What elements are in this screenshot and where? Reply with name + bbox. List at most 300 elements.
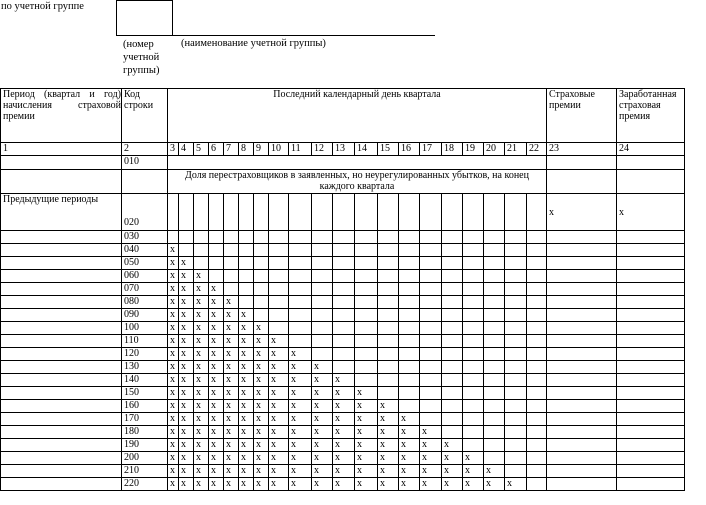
premiums-cell	[547, 465, 617, 478]
data-cell: x	[209, 361, 224, 374]
data-cell: x	[224, 309, 239, 322]
code-header: Код строки	[122, 89, 168, 143]
data-cell	[289, 296, 312, 309]
period-cell	[1, 296, 122, 309]
earned-cell	[617, 283, 685, 296]
data-cell: x	[209, 452, 224, 465]
data-cell	[527, 387, 547, 400]
data-cell	[420, 283, 442, 296]
data-cell: x	[254, 361, 269, 374]
data-cell: x	[194, 387, 209, 400]
data-cell	[527, 244, 547, 257]
data-cell	[505, 231, 527, 244]
data-cell	[527, 400, 547, 413]
period-cell	[1, 478, 122, 491]
data-cell	[239, 231, 254, 244]
data-cell	[484, 335, 505, 348]
data-cell	[442, 322, 463, 335]
data-cell: x	[289, 413, 312, 426]
data-cell: x	[168, 478, 179, 491]
data-cell: x	[168, 465, 179, 478]
data-cell: x	[312, 452, 333, 465]
data-cell	[442, 335, 463, 348]
data-cell: x	[239, 348, 254, 361]
data-cell: x	[224, 361, 239, 374]
data-cell: x	[484, 465, 505, 478]
data-cell	[505, 194, 527, 231]
data-cell	[484, 348, 505, 361]
data-cell	[224, 231, 239, 244]
data-cell	[269, 322, 289, 335]
data-cell: x	[399, 478, 420, 491]
data-cell	[527, 296, 547, 309]
data-cell	[527, 270, 547, 283]
data-cell: x	[209, 387, 224, 400]
data-cell: x	[224, 426, 239, 439]
data-cell: x	[194, 283, 209, 296]
data-cell	[505, 400, 527, 413]
data-cell	[399, 322, 420, 335]
section-title-row	[1, 170, 685, 194]
data-cell: x	[463, 478, 484, 491]
group-name-line[interactable]	[173, 35, 435, 36]
data-cell	[312, 296, 333, 309]
section-title: Доля перестраховщиков в заявленных, но неурегулированных убытков, на конец каждого квартала	[168, 170, 547, 194]
data-cell	[442, 361, 463, 374]
data-cell	[484, 361, 505, 374]
data-cell	[312, 257, 333, 270]
data-cell: x	[168, 413, 179, 426]
data-cell	[179, 244, 194, 257]
period-cell	[1, 309, 122, 322]
data-cell: x	[378, 426, 399, 439]
row-code: 040	[122, 244, 168, 257]
data-cell	[420, 270, 442, 283]
data-cell: x	[224, 335, 239, 348]
data-cell	[194, 244, 209, 257]
column-number: 10	[269, 143, 289, 156]
data-cell	[378, 194, 399, 231]
data-cell	[333, 244, 355, 257]
data-cell: x	[194, 439, 209, 452]
row-code: 190	[122, 439, 168, 452]
data-cell: x	[239, 374, 254, 387]
data-cell: x	[378, 452, 399, 465]
data-cell: x	[209, 439, 224, 452]
premiums-cell	[547, 156, 617, 170]
data-cell	[463, 361, 484, 374]
data-cell	[254, 270, 269, 283]
data-cell: x	[239, 426, 254, 439]
data-cell: x	[312, 465, 333, 478]
data-cell	[399, 348, 420, 361]
data-cell	[484, 270, 505, 283]
data-cell: x	[289, 374, 312, 387]
data-cell	[289, 322, 312, 335]
period-cell	[1, 413, 122, 426]
data-cell: x	[254, 465, 269, 478]
data-cell	[168, 194, 179, 231]
data-cell	[312, 283, 333, 296]
data-cell: x	[194, 478, 209, 491]
data-cell	[355, 270, 378, 283]
data-cell	[355, 194, 378, 231]
data-cell	[355, 361, 378, 374]
data-cell: x	[194, 413, 209, 426]
premiums-cell	[547, 387, 617, 400]
data-cell: x	[224, 387, 239, 400]
earned-cell	[617, 452, 685, 465]
data-cell	[505, 296, 527, 309]
earned-cell	[617, 156, 685, 170]
data-cell: x	[209, 335, 224, 348]
data-cell: x	[355, 452, 378, 465]
data-cell: x	[333, 374, 355, 387]
premiums-cell	[547, 170, 617, 194]
data-cell	[484, 374, 505, 387]
period-cell	[1, 170, 122, 194]
data-cell: x	[209, 309, 224, 322]
data-cell: x	[355, 400, 378, 413]
earned-cell	[617, 465, 685, 478]
data-cell: x	[254, 374, 269, 387]
row-code: 180	[122, 426, 168, 439]
column-number: 4	[179, 143, 194, 156]
table-row	[1, 374, 685, 387]
earned-cell	[617, 335, 685, 348]
data-cell: x	[168, 452, 179, 465]
data-cell	[378, 257, 399, 270]
data-cell: x	[194, 426, 209, 439]
column-number: 23	[547, 143, 617, 156]
table-row	[1, 156, 685, 170]
data-cell	[224, 270, 239, 283]
data-cell	[333, 361, 355, 374]
data-cell	[420, 296, 442, 309]
earned-cell	[617, 361, 685, 374]
data-cell: x	[179, 400, 194, 413]
data-cell: x	[442, 478, 463, 491]
data-cell: x	[269, 413, 289, 426]
earned-cell	[617, 244, 685, 257]
data-cell: x	[209, 413, 224, 426]
data-cell: x	[289, 452, 312, 465]
data-cell	[399, 400, 420, 413]
data-cell: x	[239, 335, 254, 348]
data-cell	[312, 231, 333, 244]
data-cell	[505, 257, 527, 270]
period-cell	[1, 361, 122, 374]
row-code: 140	[122, 374, 168, 387]
data-cell	[463, 194, 484, 231]
data-cell	[505, 283, 527, 296]
table-row	[1, 387, 685, 400]
data-cell	[378, 231, 399, 244]
data-cell	[527, 194, 547, 231]
data-cell: x	[254, 452, 269, 465]
table-header-row	[1, 89, 685, 143]
data-cell: x	[168, 387, 179, 400]
data-cell: x	[168, 400, 179, 413]
data-cell	[194, 257, 209, 270]
table-row	[1, 452, 685, 465]
data-cell	[378, 387, 399, 400]
data-cell: x	[194, 465, 209, 478]
data-cell	[269, 296, 289, 309]
data-cell	[505, 374, 527, 387]
data-cell: x	[378, 439, 399, 452]
data-cell: x	[463, 452, 484, 465]
data-cell: x	[312, 478, 333, 491]
data-cell	[312, 335, 333, 348]
data-cell	[505, 452, 527, 465]
data-cell	[484, 439, 505, 452]
data-cell: x	[224, 348, 239, 361]
premiums-cell	[547, 231, 617, 244]
column-number: 6	[209, 143, 224, 156]
table-row	[1, 400, 685, 413]
earned-premium-header: Заработанная страховая премия	[617, 89, 685, 143]
data-cell	[355, 322, 378, 335]
row-code: 100	[122, 322, 168, 335]
data-cell	[355, 348, 378, 361]
data-cell: x	[224, 400, 239, 413]
column-number: 17	[420, 143, 442, 156]
column-number: 2	[122, 143, 168, 156]
premiums-cell	[547, 478, 617, 491]
data-cell: x	[209, 426, 224, 439]
data-cell	[505, 335, 527, 348]
column-number: 1	[1, 143, 122, 156]
data-cell: x	[399, 439, 420, 452]
row-code: 070	[122, 283, 168, 296]
column-number: 9	[254, 143, 269, 156]
data-cell	[442, 387, 463, 400]
column-number: 3	[168, 143, 179, 156]
data-cell	[442, 257, 463, 270]
column-number: 15	[378, 143, 399, 156]
data-cell	[289, 231, 312, 244]
data-cell	[209, 194, 224, 231]
data-cell	[527, 426, 547, 439]
data-cell	[239, 283, 254, 296]
data-cell: x	[505, 478, 527, 491]
data-cell: x	[254, 400, 269, 413]
data-cell: x	[312, 439, 333, 452]
data-cell	[399, 361, 420, 374]
data-cell	[289, 257, 312, 270]
data-cell	[333, 296, 355, 309]
data-cell: x	[254, 439, 269, 452]
data-cell: x	[194, 322, 209, 335]
table-row	[1, 413, 685, 426]
data-cell	[527, 361, 547, 374]
row-code: 110	[122, 335, 168, 348]
data-cell	[289, 283, 312, 296]
data-cell	[312, 244, 333, 257]
row-010-data	[168, 156, 547, 170]
data-cell: x	[224, 296, 239, 309]
data-cell	[463, 413, 484, 426]
data-cell: x	[254, 387, 269, 400]
data-cell	[355, 374, 378, 387]
premiums-header: Страховые премии	[547, 89, 617, 143]
data-cell	[194, 194, 209, 231]
data-cell: x	[254, 478, 269, 491]
data-cell	[527, 478, 547, 491]
column-number: 16	[399, 143, 420, 156]
data-cell	[420, 309, 442, 322]
data-cell	[484, 322, 505, 335]
data-cell	[527, 465, 547, 478]
earned-cell	[617, 348, 685, 361]
data-cell	[224, 194, 239, 231]
table-row	[1, 348, 685, 361]
data-cell	[333, 283, 355, 296]
premiums-cell	[547, 413, 617, 426]
data-cell: x	[355, 426, 378, 439]
data-cell	[527, 309, 547, 322]
data-cell: x	[269, 426, 289, 439]
data-cell	[333, 335, 355, 348]
data-cell: x	[355, 465, 378, 478]
table-row	[1, 426, 685, 439]
period-cell	[1, 465, 122, 478]
earned-cell	[617, 231, 685, 244]
last-day-header: Последний календарный день квартала	[168, 89, 547, 143]
data-cell	[527, 257, 547, 270]
data-cell	[484, 309, 505, 322]
data-cell	[442, 413, 463, 426]
group-number-box[interactable]	[116, 0, 173, 36]
data-cell	[224, 283, 239, 296]
data-cell	[463, 283, 484, 296]
data-cell: x	[179, 335, 194, 348]
data-cell	[333, 194, 355, 231]
premiums-cell	[547, 244, 617, 257]
data-cell: x	[168, 244, 179, 257]
data-cell	[505, 348, 527, 361]
data-cell	[355, 231, 378, 244]
data-cell: x	[179, 296, 194, 309]
data-cell: x	[179, 465, 194, 478]
earned-cell	[617, 413, 685, 426]
table-row	[1, 465, 685, 478]
data-cell	[269, 194, 289, 231]
earned-cell: x	[617, 194, 685, 231]
row-code: 150	[122, 387, 168, 400]
data-cell: x	[269, 374, 289, 387]
data-cell: x	[194, 348, 209, 361]
data-cell	[442, 231, 463, 244]
data-cell: x	[333, 400, 355, 413]
data-cell: x	[168, 309, 179, 322]
data-cell: x	[269, 348, 289, 361]
data-cell	[399, 283, 420, 296]
data-cell	[484, 426, 505, 439]
data-cell: x	[209, 322, 224, 335]
table-row	[1, 244, 685, 257]
data-cell	[420, 387, 442, 400]
earned-cell	[617, 309, 685, 322]
premiums-cell	[547, 309, 617, 322]
data-cell	[420, 244, 442, 257]
data-cell: x	[312, 400, 333, 413]
data-cell	[378, 283, 399, 296]
data-cell	[505, 309, 527, 322]
data-cell: x	[209, 478, 224, 491]
row-code: 130	[122, 361, 168, 374]
data-cell: x	[179, 374, 194, 387]
column-number: 14	[355, 143, 378, 156]
data-cell	[312, 348, 333, 361]
data-cell: x	[269, 387, 289, 400]
data-cell: x	[420, 478, 442, 491]
data-cell: x	[312, 413, 333, 426]
data-cell	[209, 244, 224, 257]
period-cell	[1, 156, 122, 170]
data-cell: x	[355, 413, 378, 426]
data-cell: x	[194, 296, 209, 309]
data-cell	[254, 244, 269, 257]
reserve-table	[0, 88, 685, 491]
row-code: 120	[122, 348, 168, 361]
data-cell	[378, 348, 399, 361]
data-cell	[239, 194, 254, 231]
premiums-cell	[547, 270, 617, 283]
data-cell: x	[224, 439, 239, 452]
data-cell	[442, 374, 463, 387]
data-cell	[463, 309, 484, 322]
row-code: 080	[122, 296, 168, 309]
data-cell	[527, 452, 547, 465]
premiums-cell	[547, 361, 617, 374]
data-cell: x	[269, 452, 289, 465]
data-cell: x	[209, 374, 224, 387]
row-code: 220	[122, 478, 168, 491]
data-cell	[254, 296, 269, 309]
data-cell: x	[209, 465, 224, 478]
data-cell: x	[179, 270, 194, 283]
data-cell	[209, 270, 224, 283]
data-cell	[378, 322, 399, 335]
table-row	[1, 283, 685, 296]
group-label: по учетной группе	[1, 1, 84, 12]
data-cell: x	[289, 439, 312, 452]
data-cell	[254, 257, 269, 270]
data-cell: x	[209, 400, 224, 413]
data-cell: x	[269, 478, 289, 491]
data-cell: x	[209, 296, 224, 309]
data-cell: x	[194, 361, 209, 374]
data-cell	[254, 194, 269, 231]
data-cell: x	[420, 439, 442, 452]
data-cell	[254, 283, 269, 296]
data-cell	[442, 283, 463, 296]
premiums-cell	[547, 322, 617, 335]
row-code: 090	[122, 309, 168, 322]
data-cell	[484, 387, 505, 400]
data-cell: x	[179, 257, 194, 270]
data-cell: x	[179, 283, 194, 296]
data-cell	[269, 231, 289, 244]
data-cell: x	[333, 387, 355, 400]
data-cell	[333, 231, 355, 244]
earned-cell	[617, 439, 685, 452]
data-cell	[420, 374, 442, 387]
data-cell	[355, 244, 378, 257]
data-cell: x	[209, 348, 224, 361]
